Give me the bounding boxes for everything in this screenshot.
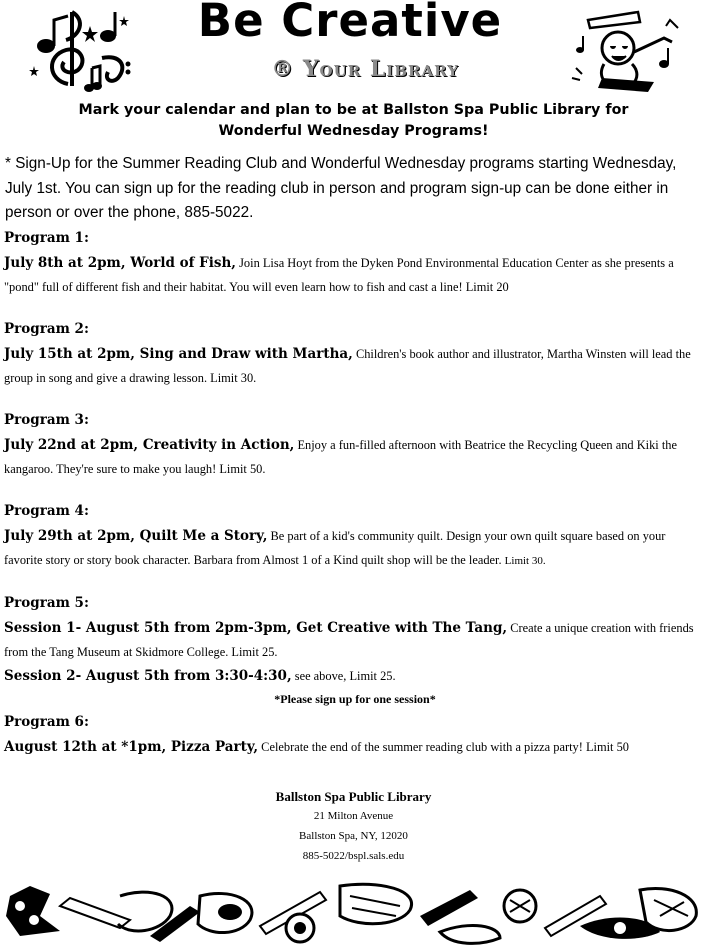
program-text [4, 735, 706, 759]
program-text [4, 524, 706, 573]
intro-line-1: Mark your calendar and plan to be at Ballston Spa Public Library for [78, 102, 629, 118]
library-name: Ballston Spa Public Library [275, 789, 432, 804]
program-description: Celebrate the end of the summer reading club with a pizza party! Limit 50 [258, 740, 629, 754]
program-heading: Program 4: [4, 503, 89, 519]
library-phone-web: 885-5022/bspl.sals.edu [302, 850, 405, 862]
program-3 [4, 410, 706, 481]
program-heading: Program 5: [4, 595, 89, 611]
session-1-text [4, 616, 706, 664]
intro-line-2: Wonderful Wednesday Programs! [218, 123, 489, 139]
header [0, 0, 707, 100]
program-description: Be part of a kid's community quilt. Design your own quilt square based on your favorite story or story book character. Barbara from Almost 1 of a Kind quilt shop will be the leader. [4, 529, 666, 567]
page-title: Be Creative [197, 0, 503, 47]
program-title: July 15th at 2pm, Sing and Draw with Martha, [4, 346, 353, 362]
program-description: Enjoy a fun-filled afternoon with Beatrice the Recycling Queen and Kiki the kangaroo. They're sure to make you laugh! Limit 50. [4, 438, 677, 476]
program-limit: Limit 30. [504, 555, 546, 567]
session-2-title: Session 2- August 5th from 3:30-4:30, [4, 668, 292, 684]
program-heading: Program 1: [4, 230, 89, 246]
program-heading: Program 2: [4, 321, 89, 337]
program-text [4, 251, 706, 299]
art-supplies-border-icon [0, 876, 707, 947]
program-1 [4, 228, 706, 299]
program-6 [4, 712, 706, 759]
program-5 [4, 593, 706, 708]
session-2-description: see above, Limit 25. [291, 669, 396, 683]
program-4 [4, 501, 706, 573]
program-heading: Program 3: [4, 412, 89, 428]
program-title: July 29th at 2pm, Quilt Me a Story, [4, 528, 268, 544]
library-address-city: Ballston Spa, NY, 12020 [299, 830, 408, 842]
signup-info: * Sign-Up for the Summer Reading Club and Wonderful Wednesday programs starting Wednesday, July 1st. You can sign up for the reading club in person and program sign-up can be done either in person or over the phone, 885-5022. [5, 155, 677, 221]
program-title: July 8th at 2pm, World of Fish, [4, 255, 237, 271]
session-2-text [4, 664, 706, 688]
program-description: Children's book author and illustrator, Martha Winsten will lead the group in song and give a drawing lesson. Limit 30. [4, 347, 691, 385]
program-text [4, 433, 706, 481]
music-notes-icon [28, 6, 136, 92]
program-title: August 12th at *1pm, Pizza Party, [4, 739, 259, 755]
session-1-title: Session 1- August 5th from 2pm-3pm, Get Creative with The Tang, [4, 620, 508, 636]
program-2 [4, 319, 706, 390]
program-heading: Program 6: [4, 714, 89, 730]
library-address-street: 21 Milton Avenue [313, 810, 394, 822]
intro-heading [0, 100, 707, 142]
program-description: Join Lisa Hoyt from the Dyken Pond Environmental Education Center as she presents a "pond" full of different fish and their habitat. You will even learn how to fish and cast a line! Limit 20 [4, 256, 674, 294]
program-text [4, 342, 706, 390]
session-note: *Please sign up for one session* [274, 692, 436, 706]
library-contact [0, 788, 707, 866]
program-list [4, 228, 706, 759]
singing-figure-icon [568, 8, 688, 98]
page-subtitle: ® Your Library [271, 56, 459, 82]
session-1-description: Create a unique creation with friends from the Tang Museum at Skidmore College. Limit 25. [4, 621, 694, 659]
program-title: July 22nd at 2pm, Creativity in Action, [4, 437, 295, 453]
